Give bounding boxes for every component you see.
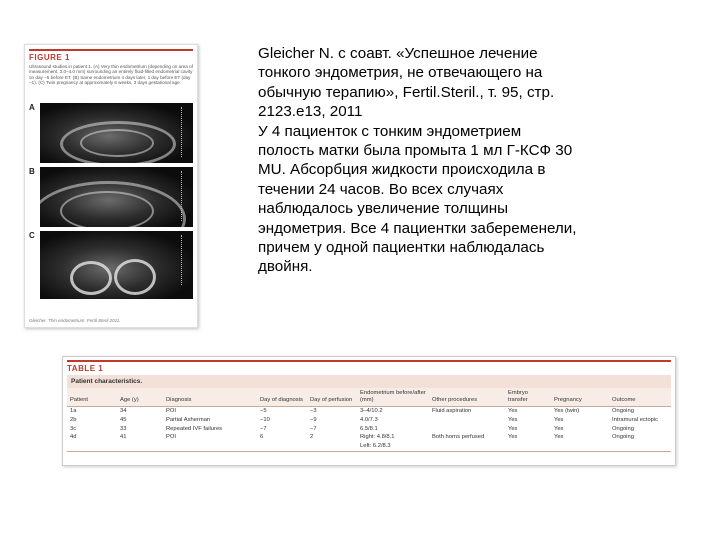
table-header — [67, 360, 671, 373]
table-cell: Yes (twin) — [554, 408, 580, 414]
column-header: Other procedures — [429, 388, 505, 407]
table-cell — [307, 442, 357, 451]
table-cell: 33 — [120, 425, 127, 432]
table-cell: Yes — [554, 425, 564, 432]
table-cell: 34 — [120, 408, 127, 414]
table-row — [67, 416, 671, 425]
column-header: Endometrium before/after (mm) — [357, 388, 429, 407]
text-line: У 4 пациенток с тонким эндометрием — [258, 122, 522, 140]
table-cell — [163, 442, 257, 451]
figure-panel — [24, 44, 198, 328]
table-cell — [257, 442, 307, 451]
table-header-row — [67, 388, 671, 407]
table-cell: Ongoing — [612, 434, 634, 441]
text-line: MU. Абсорбция жидкости происходила в — [258, 161, 546, 179]
table-cell: −10 — [260, 416, 270, 423]
panel-label-a: A — [29, 103, 35, 112]
table-panel — [62, 356, 676, 466]
ultrasound-panel-b — [29, 167, 193, 227]
text-line: тонкого эндометрия, не отвечающего на — [258, 64, 543, 82]
text-line: обычную терапию», Fertil.Steril., т. 95, стр. — [258, 83, 555, 101]
table-cell: Right: 4.8/8.1 — [360, 434, 395, 441]
table-cell: 45 — [120, 416, 127, 423]
table-cell: 6 — [260, 434, 264, 441]
text-line: полость матки была промыта 1 мл Г-КСФ 30 — [258, 142, 573, 160]
table-cell: Left: 6.2/8.3 — [357, 442, 429, 451]
table-cell: Yes — [554, 434, 564, 441]
table-cell: Ongoing — [612, 408, 634, 414]
table-cell: −7 — [310, 425, 317, 432]
table-cell: POI — [166, 434, 176, 441]
table-cell: −7 — [260, 425, 267, 432]
column-header: Patient — [67, 388, 117, 407]
column-header: Age (y) — [117, 388, 163, 407]
ultrasound-image-b — [40, 167, 193, 227]
text-line: причем у одной пациентки наблюдалась — [258, 239, 545, 257]
table-cell: 41 — [120, 434, 127, 441]
patient-table — [67, 388, 671, 452]
text-line: Gleicher N. с соавт. «Успешное лечение — [258, 45, 538, 62]
table-cell — [551, 442, 609, 451]
column-header: Embryo transfer — [505, 388, 551, 407]
column-header: Day of perfusion — [307, 388, 357, 407]
figure-caption: Ultrasound studies in patient 1. (A) Very thin endometrium (depending on area of measurement, 3.0–4.0 mm) surrounding an entirely fluid-filled endometrial cavity on day −5 before ET. (B) Same endometrium 4 days later, 1 day before ET (day −1). (C) Twin pregnancy at approximately 6 weeks, 3 days gestational age. — [29, 64, 193, 86]
table-row — [67, 425, 671, 434]
table-row — [67, 442, 671, 451]
panel-label-b: B — [29, 167, 35, 176]
table-subtitle: Patient characteristics. — [67, 375, 671, 388]
ultrasound-image-c — [40, 231, 193, 299]
table-cell: 6.5/8.1 — [360, 425, 378, 432]
table-cell: −9 — [310, 416, 317, 423]
table-cell — [429, 442, 505, 451]
table-title: TABLE 1 — [67, 364, 104, 373]
table-cell: 4.0/7.3 — [360, 416, 378, 423]
column-header: Outcome — [609, 388, 671, 407]
table-row — [67, 433, 671, 442]
table-cell: 1a — [70, 408, 77, 414]
table-cell: 4d — [70, 434, 77, 441]
text-line: 2123.e13, 2011 — [258, 103, 363, 121]
table-cell: Yes — [508, 408, 518, 414]
figure-title: FIGURE 1 — [29, 53, 70, 62]
figure-footer: Gleicher. Thin endometrium. Fertil Steril 2011. — [29, 318, 121, 323]
table-cell: −3 — [310, 408, 317, 414]
table-cell: Both horns perfused — [432, 434, 485, 441]
table-cell: Repeated IVF failures — [166, 425, 223, 432]
ultrasound-image-a — [40, 103, 193, 163]
panel-label-c: C — [29, 231, 35, 240]
text-line: течении 24 часов. Во всех случаях — [258, 180, 504, 198]
column-header: Pregnancy — [551, 388, 609, 407]
table-cell: Partial Asherman — [166, 416, 211, 423]
table-cell: Intramural ectopic — [612, 416, 659, 423]
ultrasound-panel-c — [29, 231, 193, 299]
table-cell — [67, 442, 117, 451]
table-cell: Ongoing — [612, 425, 634, 432]
description-text — [258, 44, 678, 277]
table-cell: 2 — [310, 434, 314, 441]
table-cell — [609, 442, 671, 451]
table-row — [67, 407, 671, 416]
table-cell — [117, 442, 163, 451]
table-cell — [505, 442, 551, 451]
table-cell: Yes — [508, 434, 518, 441]
table-cell: −5 — [260, 408, 267, 414]
table-cell — [429, 416, 505, 425]
ultrasound-panel-a — [29, 103, 193, 163]
table-cell — [429, 425, 505, 434]
table-cell: POI — [166, 408, 176, 414]
text-line: наблюдалось увеличение толщины — [258, 200, 508, 218]
text-line: двойня. — [258, 258, 313, 276]
table-cell: 3c — [70, 425, 77, 432]
table-cell: 3–4/10.2 — [360, 408, 383, 414]
column-header: Day of diagnosis — [257, 388, 307, 407]
text-line: эндометрия. Все 4 пациентки забеременели, — [258, 219, 577, 237]
column-header: Diagnosis — [163, 388, 257, 407]
table-cell: Fluid aspiration — [432, 408, 472, 414]
table-cell: Yes — [554, 416, 564, 423]
table-cell: Yes — [508, 425, 518, 432]
table-cell: 2b — [70, 416, 77, 423]
figure-header — [29, 49, 193, 62]
table-cell: Yes — [508, 416, 518, 423]
